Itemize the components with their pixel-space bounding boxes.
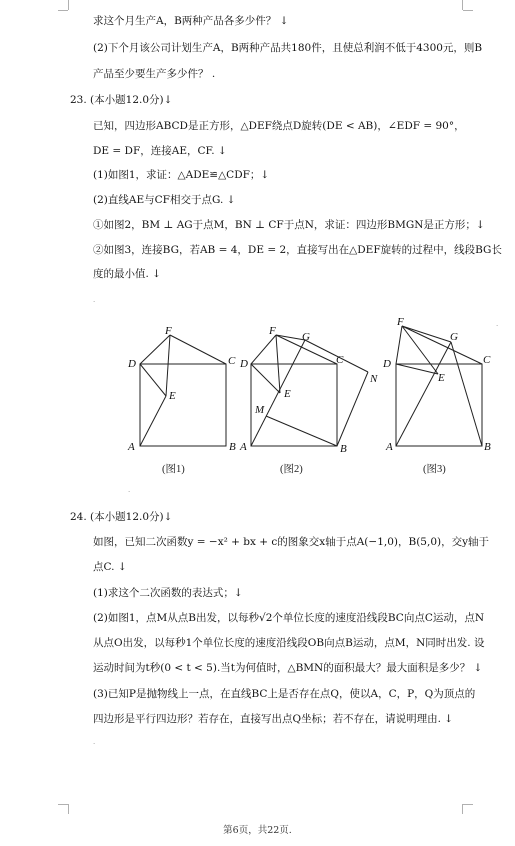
- page-footer: 第6页，共22页.: [223, 825, 292, 836]
- text-line: (1)如图1，求证：△ADE≌△CDF；↓: [93, 169, 270, 181]
- geometry-figures: [118, 318, 498, 492]
- square-abcd-1: [140, 364, 226, 446]
- text-line: 点C. ↓: [93, 561, 127, 573]
- corner-mark-top-right: [462, 0, 463, 10]
- figure-svg: [118, 318, 498, 488]
- label-C: C: [336, 354, 344, 366]
- label-D: D: [128, 358, 136, 370]
- question-23-heading: 23. (本小题12.0分)↓: [70, 94, 173, 106]
- paragraph-mark: .: [93, 296, 96, 304]
- corner-mark-top-left-h: [58, 10, 68, 11]
- label-B: B: [340, 443, 347, 455]
- label-N: N: [370, 373, 378, 385]
- text-line: (1)求这个二次函数的表达式；↓: [93, 587, 243, 599]
- label-F: F: [397, 318, 404, 328]
- question-24-heading: 24. (本小题12.0分)↓: [70, 511, 173, 523]
- text-line: 如图，已知二次函数y = −x² + bx + c的图象交x轴于点A(−1,0)，B(5,0)，交y轴于: [93, 536, 490, 548]
- text-line: (2)如图1，点M从点B出发，以每秒√2个单位长度的速度沿线段BC向点C运动，点N: [93, 612, 485, 624]
- paragraph-mark: .: [496, 320, 499, 328]
- text-line: 运动时间为t秒(0 < t < 5).当t为何值时，△BMN的面积最大？最大面积是多少？ ↓: [93, 662, 483, 674]
- label-C: C: [483, 354, 491, 366]
- corner-mark-bottom-left: [68, 804, 69, 814]
- label-G: G: [302, 331, 310, 343]
- figure-1: [140, 335, 226, 446]
- label-F: F: [165, 325, 172, 337]
- corner-mark-top-left: [68, 0, 69, 10]
- paragraph-mark: .: [128, 486, 131, 494]
- text-line: 求这个月生产A，B两种产品各多少件？ ↓: [93, 15, 289, 27]
- label-F: F: [269, 325, 276, 337]
- text-line: 从点O出发，以每秒1个单位长度的速度沿线段OB向点B运动，点M，N同时出发. 设: [93, 637, 485, 649]
- label-A: A: [386, 441, 393, 453]
- text-line: 产品至少要生产多少件？ .: [93, 68, 216, 80]
- label-B: B: [484, 441, 491, 453]
- label-E: E: [284, 388, 291, 400]
- text-line: ①如图2，BM ⊥ AG于点M，BN ⊥ CF于点N，求证：四边形BMGN是正方形；↓: [93, 219, 485, 231]
- label-D: D: [240, 358, 248, 370]
- text-line: 度的最小值. ↓: [93, 268, 161, 280]
- figure-caption-1: (图1): [162, 464, 185, 475]
- text-line: 已知，四边形ABCD是正方形，△DEF绕点D旋转(DE < AB)，∠EDF = 90°，: [93, 120, 465, 132]
- label-A: A: [128, 441, 135, 453]
- text-line: (2)直线AE与CF相交于点G. ↓: [93, 194, 236, 206]
- figure-3: [396, 326, 482, 446]
- label-A: A: [240, 441, 247, 453]
- label-C: C: [228, 355, 236, 367]
- text-line: 四边形是平行四边形？若存在，直接写出点Q坐标；若不存在，请说明理由. ↓: [93, 713, 454, 725]
- corner-mark-top-right-h: [463, 10, 473, 11]
- label-M: M: [255, 404, 265, 416]
- corner-mark-bottom-left-h: [58, 804, 68, 805]
- text-line: ②如图3，连接BG，若AB = 4，DE = 2，直接写出在△DEF旋转的过程中，线段BG长: [93, 244, 502, 256]
- label-G: G: [450, 331, 458, 343]
- text-line: (2)下个月该公司计划生产A，B两种产品共180件，且使总利润不低于4300元，则B: [93, 42, 483, 54]
- paragraph-mark: .: [93, 738, 96, 746]
- label-E: E: [169, 390, 176, 402]
- corner-mark-bottom-right: [462, 804, 463, 814]
- figure-caption-3: (图3): [423, 464, 446, 475]
- corner-mark-bottom-right-h: [463, 804, 473, 805]
- text-line: (3)已知P是抛物线上一点，在直线BC上是否存在点Q，使以A，C，P，Q为顶点的: [93, 688, 476, 700]
- figure-2: [251, 335, 368, 446]
- figure-caption-2: (图2): [280, 464, 303, 475]
- label-B: B: [229, 441, 236, 453]
- label-D: D: [383, 358, 391, 370]
- text-line: DE = DF，连接AE，CF. ↓: [93, 145, 227, 157]
- label-E: E: [438, 372, 445, 384]
